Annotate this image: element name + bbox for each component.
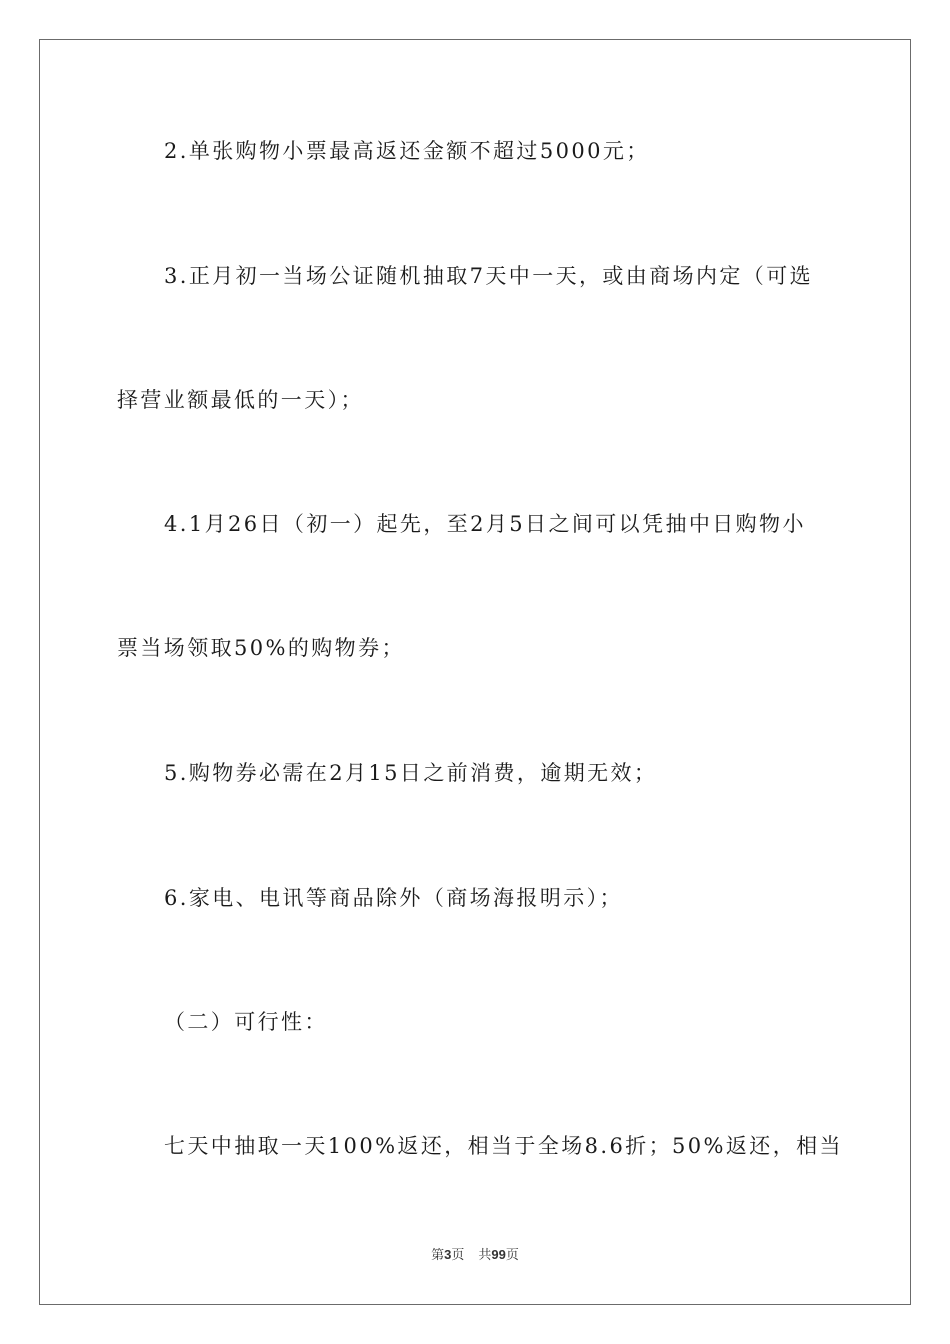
- paragraph-line-9: 七天中抽取一天100%返还，相当于全场8.6折；50%返还，相当: [164, 1134, 843, 1158]
- total-prefix: 共: [478, 1247, 492, 1262]
- page-suffix: 页: [451, 1247, 465, 1262]
- paragraph-line-7: 6.家电、电讯等商品除外（商场海报明示）；: [164, 886, 623, 910]
- total-page-count: 99: [491, 1247, 506, 1262]
- paragraph-line-3: 择营业额最低的一天）；: [117, 388, 364, 412]
- page-footer: [0, 1247, 950, 1263]
- paragraph-line-6: 5.购物券必需在2月15日之前消费，逾期无效；: [164, 761, 658, 785]
- paragraph-line-2: 3.正月初一当场公证随机抽取7天中一天，或由商场内定（可选: [164, 264, 813, 288]
- paragraph-line-5: 票当场领取50%的购物券；: [117, 636, 405, 660]
- page-border: [39, 39, 911, 1305]
- page-prefix: 第: [431, 1247, 445, 1262]
- current-page-number: 3: [444, 1247, 452, 1262]
- paragraph-line-1: 2.单张购物小票最高返还金额不超过5000元；: [164, 139, 650, 163]
- total-suffix: 页: [505, 1247, 519, 1262]
- paragraph-line-4: 4.1月26日（初一）起先，至2月5日之间可以凭抽中日购物小: [164, 512, 806, 536]
- section-heading-feasibility: （二）可行性：: [164, 1010, 328, 1034]
